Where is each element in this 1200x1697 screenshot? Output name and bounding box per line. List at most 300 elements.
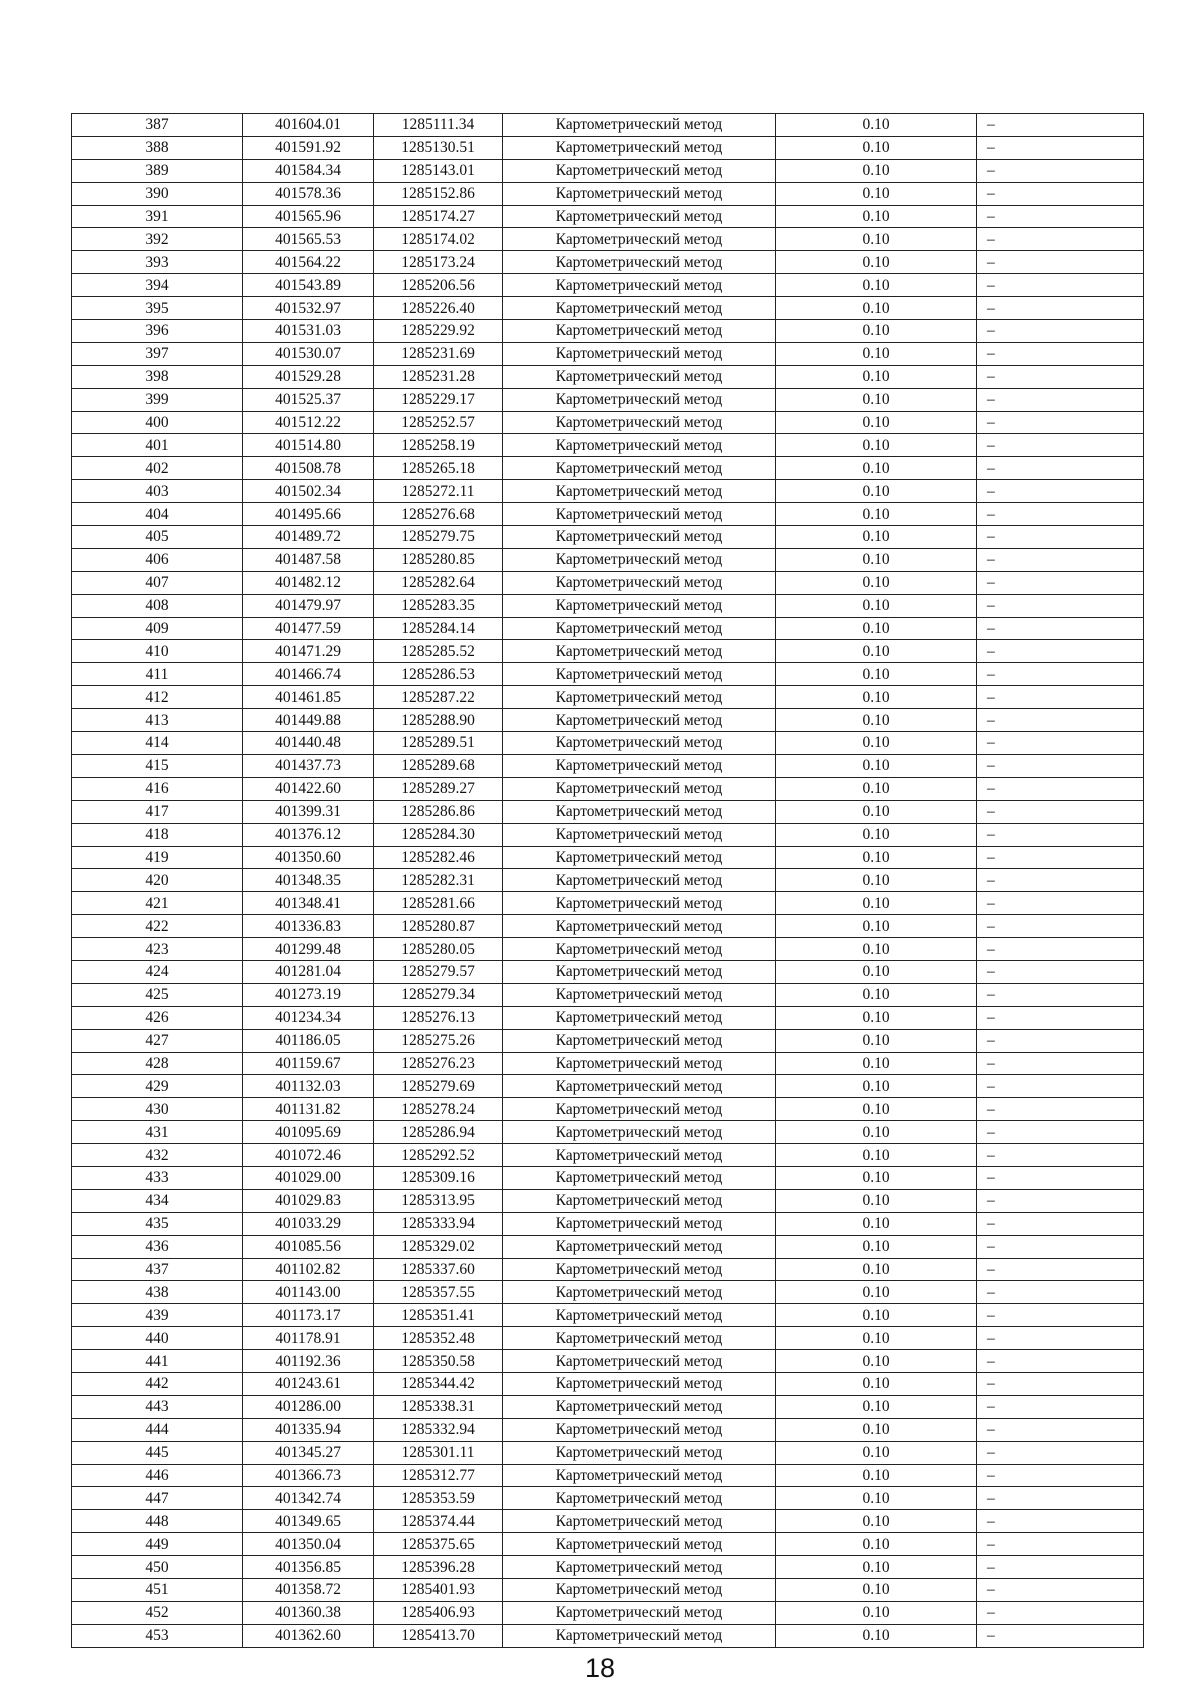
method-cell: Картометрический метод <box>503 1098 776 1121</box>
accuracy-cell: 0.10 <box>776 800 977 823</box>
point-number-cell: 424 <box>72 960 243 983</box>
method-cell: Картометрический метод <box>503 1212 776 1235</box>
accuracy-cell: 0.10 <box>776 159 977 182</box>
accuracy-cell: 0.10 <box>776 1372 977 1395</box>
point-number-cell: 399 <box>72 388 243 411</box>
x-coordinate-cell: 401366.73 <box>243 1464 374 1487</box>
accuracy-cell: 0.10 <box>776 686 977 709</box>
accuracy-cell: 0.10 <box>776 1418 977 1441</box>
method-cell: Картометрический метод <box>503 526 776 549</box>
accuracy-cell: 0.10 <box>776 205 977 228</box>
accuracy-cell: 0.10 <box>776 1212 977 1235</box>
method-cell: Картометрический метод <box>503 388 776 411</box>
x-coordinate-cell: 401349.65 <box>243 1510 374 1533</box>
method-cell: Картометрический метод <box>503 205 776 228</box>
point-number-cell: 446 <box>72 1464 243 1487</box>
method-cell: Картометрический метод <box>503 1121 776 1144</box>
description-cell: – <box>977 1304 1144 1327</box>
description-cell: – <box>977 526 1144 549</box>
point-number-cell: 448 <box>72 1510 243 1533</box>
method-cell: Картометрический метод <box>503 823 776 846</box>
y-coordinate-cell: 1285401.93 <box>374 1579 503 1602</box>
point-number-cell: 453 <box>72 1624 243 1647</box>
table-row <box>72 1121 1144 1144</box>
table-row <box>72 754 1144 777</box>
y-coordinate-cell: 1285285.52 <box>374 640 503 663</box>
description-cell: – <box>977 1579 1144 1602</box>
x-coordinate-cell: 401489.72 <box>243 526 374 549</box>
point-number-cell: 435 <box>72 1212 243 1235</box>
x-coordinate-cell: 401286.00 <box>243 1395 374 1418</box>
table-row <box>72 1006 1144 1029</box>
point-number-cell: 391 <box>72 205 243 228</box>
table-row <box>72 1556 1144 1579</box>
x-coordinate-cell: 401132.03 <box>243 1075 374 1098</box>
accuracy-cell: 0.10 <box>776 732 977 755</box>
method-cell: Картометрический метод <box>503 1372 776 1395</box>
method-cell: Картометрический метод <box>503 251 776 274</box>
accuracy-cell: 0.10 <box>776 1189 977 1212</box>
description-cell: – <box>977 960 1144 983</box>
method-cell: Картометрический метод <box>503 1075 776 1098</box>
x-coordinate-cell: 401565.96 <box>243 205 374 228</box>
description-cell: – <box>977 1487 1144 1510</box>
method-cell: Картометрический метод <box>503 1418 776 1441</box>
accuracy-cell: 0.10 <box>776 342 977 365</box>
description-cell: – <box>977 1121 1144 1144</box>
point-number-cell: 438 <box>72 1281 243 1304</box>
description-cell: – <box>977 823 1144 846</box>
description-cell: – <box>977 686 1144 709</box>
method-cell: Картометрический метод <box>503 1052 776 1075</box>
method-cell: Картометрический метод <box>503 480 776 503</box>
accuracy-cell: 0.10 <box>776 1487 977 1510</box>
table-row <box>72 1533 1144 1556</box>
x-coordinate-cell: 401466.74 <box>243 663 374 686</box>
description-cell: – <box>977 388 1144 411</box>
point-number-cell: 406 <box>72 548 243 571</box>
y-coordinate-cell: 1285284.14 <box>374 617 503 640</box>
description-cell: – <box>977 136 1144 159</box>
y-coordinate-cell: 1285279.69 <box>374 1075 503 1098</box>
description-cell: – <box>977 640 1144 663</box>
coordinates-table <box>71 113 1144 1648</box>
x-coordinate-cell: 401479.97 <box>243 594 374 617</box>
x-coordinate-cell: 401514.80 <box>243 434 374 457</box>
y-coordinate-cell: 1285351.41 <box>374 1304 503 1327</box>
method-cell: Картометрический метод <box>503 1395 776 1418</box>
x-coordinate-cell: 401565.53 <box>243 228 374 251</box>
table-row <box>72 159 1144 182</box>
description-cell: – <box>977 159 1144 182</box>
method-cell: Картометрический метод <box>503 1166 776 1189</box>
method-cell: Картометрический метод <box>503 365 776 388</box>
x-coordinate-cell: 401029.83 <box>243 1189 374 1212</box>
y-coordinate-cell: 1285333.94 <box>374 1212 503 1235</box>
method-cell: Картометрический метод <box>503 1304 776 1327</box>
point-number-cell: 420 <box>72 869 243 892</box>
table-row <box>72 1327 1144 1350</box>
accuracy-cell: 0.10 <box>776 1464 977 1487</box>
point-number-cell: 440 <box>72 1327 243 1350</box>
y-coordinate-cell: 1285286.86 <box>374 800 503 823</box>
y-coordinate-cell: 1285231.69 <box>374 342 503 365</box>
y-coordinate-cell: 1285301.11 <box>374 1441 503 1464</box>
point-number-cell: 387 <box>72 114 243 137</box>
accuracy-cell: 0.10 <box>776 1075 977 1098</box>
description-cell: – <box>977 1144 1144 1167</box>
table-row <box>72 960 1144 983</box>
accuracy-cell: 0.10 <box>776 297 977 320</box>
description-cell: – <box>977 182 1144 205</box>
point-number-cell: 437 <box>72 1258 243 1281</box>
y-coordinate-cell: 1285289.27 <box>374 777 503 800</box>
x-coordinate-cell: 401502.34 <box>243 480 374 503</box>
y-coordinate-cell: 1285278.24 <box>374 1098 503 1121</box>
point-number-cell: 397 <box>72 342 243 365</box>
table-row <box>72 594 1144 617</box>
description-cell: – <box>977 800 1144 823</box>
x-coordinate-cell: 401033.29 <box>243 1212 374 1235</box>
y-coordinate-cell: 1285111.34 <box>374 114 503 137</box>
method-cell: Картометрический метод <box>503 159 776 182</box>
description-cell: – <box>977 548 1144 571</box>
point-number-cell: 441 <box>72 1350 243 1373</box>
y-coordinate-cell: 1285252.57 <box>374 411 503 434</box>
point-number-cell: 447 <box>72 1487 243 1510</box>
x-coordinate-cell: 401584.34 <box>243 159 374 182</box>
table-row <box>72 869 1144 892</box>
method-cell: Картометрический метод <box>503 846 776 869</box>
method-cell: Картометрический метод <box>503 1487 776 1510</box>
description-cell: – <box>977 1166 1144 1189</box>
method-cell: Картометрический метод <box>503 892 776 915</box>
y-coordinate-cell: 1285280.85 <box>374 548 503 571</box>
x-coordinate-cell: 401345.27 <box>243 1441 374 1464</box>
point-number-cell: 452 <box>72 1601 243 1624</box>
table-row <box>72 1464 1144 1487</box>
description-cell: – <box>977 983 1144 1006</box>
method-cell: Картометрический метод <box>503 754 776 777</box>
table-row <box>72 251 1144 274</box>
method-cell: Картометрический метод <box>503 800 776 823</box>
point-number-cell: 429 <box>72 1075 243 1098</box>
accuracy-cell: 0.10 <box>776 1533 977 1556</box>
y-coordinate-cell: 1285413.70 <box>374 1624 503 1647</box>
point-number-cell: 400 <box>72 411 243 434</box>
x-coordinate-cell: 401512.22 <box>243 411 374 434</box>
table-row <box>72 1212 1144 1235</box>
method-cell: Картометрический метод <box>503 1579 776 1602</box>
x-coordinate-cell: 401461.85 <box>243 686 374 709</box>
table-row <box>72 342 1144 365</box>
point-number-cell: 422 <box>72 915 243 938</box>
point-number-cell: 443 <box>72 1395 243 1418</box>
y-coordinate-cell: 1285226.40 <box>374 297 503 320</box>
point-number-cell: 444 <box>72 1418 243 1441</box>
description-cell: – <box>977 274 1144 297</box>
accuracy-cell: 0.10 <box>776 1144 977 1167</box>
table-row <box>72 1441 1144 1464</box>
accuracy-cell: 0.10 <box>776 983 977 1006</box>
x-coordinate-cell: 401336.83 <box>243 915 374 938</box>
accuracy-cell: 0.10 <box>776 1006 977 1029</box>
method-cell: Картометрический метод <box>503 1556 776 1579</box>
accuracy-cell: 0.10 <box>776 640 977 663</box>
accuracy-cell: 0.10 <box>776 754 977 777</box>
table-row <box>72 182 1144 205</box>
y-coordinate-cell: 1285396.28 <box>374 1556 503 1579</box>
table-row <box>72 892 1144 915</box>
x-coordinate-cell: 401578.36 <box>243 182 374 205</box>
y-coordinate-cell: 1285276.13 <box>374 1006 503 1029</box>
accuracy-cell: 0.10 <box>776 1029 977 1052</box>
accuracy-cell: 0.10 <box>776 457 977 480</box>
method-cell: Картометрический метод <box>503 297 776 320</box>
method-cell: Картометрический метод <box>503 640 776 663</box>
accuracy-cell: 0.10 <box>776 548 977 571</box>
table-row <box>72 1601 1144 1624</box>
point-number-cell: 392 <box>72 228 243 251</box>
accuracy-cell: 0.10 <box>776 1235 977 1258</box>
method-cell: Картометрический метод <box>503 960 776 983</box>
point-number-cell: 423 <box>72 938 243 961</box>
table-row <box>72 1098 1144 1121</box>
x-coordinate-cell: 401360.38 <box>243 1601 374 1624</box>
description-cell: – <box>977 1189 1144 1212</box>
accuracy-cell: 0.10 <box>776 1601 977 1624</box>
description-cell: – <box>977 732 1144 755</box>
table-row <box>72 571 1144 594</box>
x-coordinate-cell: 401482.12 <box>243 571 374 594</box>
method-cell: Картометрический метод <box>503 1327 776 1350</box>
table-row <box>72 1075 1144 1098</box>
description-cell: – <box>977 1258 1144 1281</box>
description-cell: – <box>977 1395 1144 1418</box>
x-coordinate-cell: 401173.17 <box>243 1304 374 1327</box>
accuracy-cell: 0.10 <box>776 1579 977 1602</box>
x-coordinate-cell: 401529.28 <box>243 365 374 388</box>
point-number-cell: 401 <box>72 434 243 457</box>
table-row <box>72 915 1144 938</box>
description-cell: – <box>977 571 1144 594</box>
description-cell: – <box>977 846 1144 869</box>
table-row <box>72 938 1144 961</box>
method-cell: Картометрический метод <box>503 411 776 434</box>
method-cell: Картометрический метод <box>503 1144 776 1167</box>
description-cell: – <box>977 114 1144 137</box>
accuracy-cell: 0.10 <box>776 136 977 159</box>
x-coordinate-cell: 401508.78 <box>243 457 374 480</box>
point-number-cell: 417 <box>72 800 243 823</box>
point-number-cell: 449 <box>72 1533 243 1556</box>
y-coordinate-cell: 1285288.90 <box>374 709 503 732</box>
x-coordinate-cell: 401095.69 <box>243 1121 374 1144</box>
table-row <box>72 320 1144 343</box>
y-coordinate-cell: 1285350.58 <box>374 1350 503 1373</box>
point-number-cell: 413 <box>72 709 243 732</box>
x-coordinate-cell: 401376.12 <box>243 823 374 846</box>
y-coordinate-cell: 1285406.93 <box>374 1601 503 1624</box>
accuracy-cell: 0.10 <box>776 892 977 915</box>
y-coordinate-cell: 1285289.51 <box>374 732 503 755</box>
x-coordinate-cell: 401350.60 <box>243 846 374 869</box>
point-number-cell: 395 <box>72 297 243 320</box>
table-row <box>72 1258 1144 1281</box>
accuracy-cell: 0.10 <box>776 365 977 388</box>
x-coordinate-cell: 401348.35 <box>243 869 374 892</box>
accuracy-cell: 0.10 <box>776 1258 977 1281</box>
point-number-cell: 388 <box>72 136 243 159</box>
x-coordinate-cell: 401143.00 <box>243 1281 374 1304</box>
description-cell: – <box>977 1556 1144 1579</box>
method-cell: Картометрический метод <box>503 1029 776 1052</box>
y-coordinate-cell: 1285374.44 <box>374 1510 503 1533</box>
x-coordinate-cell: 401399.31 <box>243 800 374 823</box>
method-cell: Картометрический метод <box>503 663 776 686</box>
table-row <box>72 1144 1144 1167</box>
table-row <box>72 297 1144 320</box>
x-coordinate-cell: 401525.37 <box>243 388 374 411</box>
description-cell: – <box>977 938 1144 961</box>
method-cell: Картометрический метод <box>503 274 776 297</box>
y-coordinate-cell: 1285174.02 <box>374 228 503 251</box>
x-coordinate-cell: 401178.91 <box>243 1327 374 1350</box>
x-coordinate-cell: 401335.94 <box>243 1418 374 1441</box>
accuracy-cell: 0.10 <box>776 1556 977 1579</box>
y-coordinate-cell: 1285283.35 <box>374 594 503 617</box>
y-coordinate-cell: 1285279.57 <box>374 960 503 983</box>
y-coordinate-cell: 1285152.86 <box>374 182 503 205</box>
accuracy-cell: 0.10 <box>776 1327 977 1350</box>
y-coordinate-cell: 1285281.66 <box>374 892 503 915</box>
method-cell: Картометрический метод <box>503 617 776 640</box>
description-cell: – <box>977 480 1144 503</box>
x-coordinate-cell: 401348.41 <box>243 892 374 915</box>
x-coordinate-cell: 401072.46 <box>243 1144 374 1167</box>
x-coordinate-cell: 401477.59 <box>243 617 374 640</box>
description-cell: – <box>977 251 1144 274</box>
accuracy-cell: 0.10 <box>776 274 977 297</box>
table-row <box>72 365 1144 388</box>
description-cell: – <box>977 777 1144 800</box>
accuracy-cell: 0.10 <box>776 480 977 503</box>
accuracy-cell: 0.10 <box>776 503 977 526</box>
method-cell: Картометрический метод <box>503 869 776 892</box>
description-cell: – <box>977 297 1144 320</box>
table-row <box>72 274 1144 297</box>
point-number-cell: 426 <box>72 1006 243 1029</box>
y-coordinate-cell: 1285289.68 <box>374 754 503 777</box>
y-coordinate-cell: 1285206.56 <box>374 274 503 297</box>
description-cell: – <box>977 754 1144 777</box>
point-number-cell: 404 <box>72 503 243 526</box>
x-coordinate-cell: 401530.07 <box>243 342 374 365</box>
point-number-cell: 393 <box>72 251 243 274</box>
method-cell: Картометрический метод <box>503 983 776 1006</box>
x-coordinate-cell: 401186.05 <box>243 1029 374 1052</box>
accuracy-cell: 0.10 <box>776 1166 977 1189</box>
x-coordinate-cell: 401440.48 <box>243 732 374 755</box>
accuracy-cell: 0.10 <box>776 663 977 686</box>
description-cell: – <box>977 1281 1144 1304</box>
x-coordinate-cell: 401243.61 <box>243 1372 374 1395</box>
description-cell: – <box>977 617 1144 640</box>
x-coordinate-cell: 401487.58 <box>243 548 374 571</box>
accuracy-cell: 0.10 <box>776 709 977 732</box>
accuracy-cell: 0.10 <box>776 869 977 892</box>
description-cell: – <box>977 320 1144 343</box>
point-number-cell: 431 <box>72 1121 243 1144</box>
y-coordinate-cell: 1285272.11 <box>374 480 503 503</box>
point-number-cell: 442 <box>72 1372 243 1395</box>
table-row <box>72 1235 1144 1258</box>
method-cell: Картометрический метод <box>503 686 776 709</box>
description-cell: – <box>977 1601 1144 1624</box>
point-number-cell: 405 <box>72 526 243 549</box>
table-row <box>72 823 1144 846</box>
x-coordinate-cell: 401543.89 <box>243 274 374 297</box>
description-cell: – <box>977 892 1144 915</box>
table-row <box>72 411 1144 434</box>
table-row <box>72 114 1144 137</box>
method-cell: Картометрический метод <box>503 548 776 571</box>
accuracy-cell: 0.10 <box>776 388 977 411</box>
y-coordinate-cell: 1285279.34 <box>374 983 503 1006</box>
y-coordinate-cell: 1285338.31 <box>374 1395 503 1418</box>
description-cell: – <box>977 1441 1144 1464</box>
accuracy-cell: 0.10 <box>776 823 977 846</box>
method-cell: Картометрический метод <box>503 709 776 732</box>
y-coordinate-cell: 1285282.64 <box>374 571 503 594</box>
x-coordinate-cell: 401085.56 <box>243 1235 374 1258</box>
description-cell: – <box>977 457 1144 480</box>
x-coordinate-cell: 401131.82 <box>243 1098 374 1121</box>
point-number-cell: 402 <box>72 457 243 480</box>
accuracy-cell: 0.10 <box>776 434 977 457</box>
description-cell: – <box>977 434 1144 457</box>
accuracy-cell: 0.10 <box>776 1304 977 1327</box>
point-number-cell: 408 <box>72 594 243 617</box>
accuracy-cell: 0.10 <box>776 571 977 594</box>
method-cell: Картометрический метод <box>503 1189 776 1212</box>
y-coordinate-cell: 1285173.24 <box>374 251 503 274</box>
y-coordinate-cell: 1285229.92 <box>374 320 503 343</box>
table-row <box>72 846 1144 869</box>
x-coordinate-cell: 401356.85 <box>243 1556 374 1579</box>
table-row <box>72 617 1144 640</box>
method-cell: Картометрический метод <box>503 732 776 755</box>
point-number-cell: 396 <box>72 320 243 343</box>
method-cell: Картометрический метод <box>503 1441 776 1464</box>
y-coordinate-cell: 1285282.31 <box>374 869 503 892</box>
description-cell: – <box>977 663 1144 686</box>
y-coordinate-cell: 1285287.22 <box>374 686 503 709</box>
method-cell: Картометрический метод <box>503 777 776 800</box>
method-cell: Картометрический метод <box>503 434 776 457</box>
description-cell: – <box>977 228 1144 251</box>
y-coordinate-cell: 1285282.46 <box>374 846 503 869</box>
y-coordinate-cell: 1285332.94 <box>374 1418 503 1441</box>
accuracy-cell: 0.10 <box>776 617 977 640</box>
point-number-cell: 412 <box>72 686 243 709</box>
description-cell: – <box>977 365 1144 388</box>
table-row <box>72 1052 1144 1075</box>
y-coordinate-cell: 1285280.05 <box>374 938 503 961</box>
x-coordinate-cell: 401564.22 <box>243 251 374 274</box>
accuracy-cell: 0.10 <box>776 1350 977 1373</box>
x-coordinate-cell: 401495.66 <box>243 503 374 526</box>
